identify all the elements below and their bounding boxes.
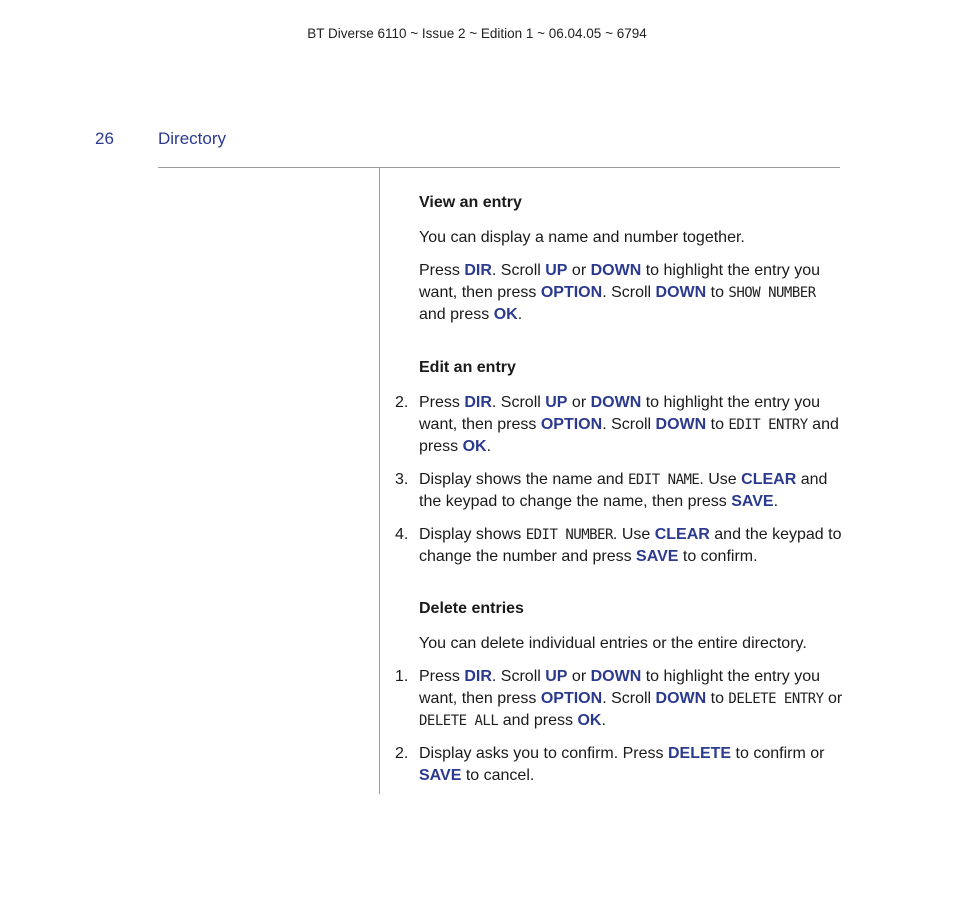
key-down: DOWN: [590, 262, 642, 279]
step-number: 1.: [395, 668, 409, 685]
delete-step-1: 1. Press DIR. Scroll UP or DOWN to highlight the entry you want, then press OPTION. Scroll DOWN to DELETE ENTRY or DELETE ALL and press OK.: [395, 668, 843, 729]
step-number: 2.: [395, 745, 409, 762]
key-clear: CLEAR: [654, 526, 710, 543]
display-text: EDIT ENTRY: [728, 417, 808, 433]
view-entry-heading: View an entry: [419, 194, 522, 211]
edit-step-3: 3. Display shows the name and EDIT NAME. Use CLEAR and the keypad to change the name, then press SAVE.: [395, 471, 828, 510]
key-up: UP: [545, 262, 568, 279]
key-down: DOWN: [655, 416, 707, 433]
display-text: SHOW NUMBER: [728, 285, 816, 301]
key-option: OPTION: [540, 284, 603, 301]
key-option: OPTION: [540, 690, 603, 707]
edit-step-4: 4. Display shows EDIT NUMBER. Use CLEAR and the keypad to change the number and press SAVE to confirm.: [395, 526, 842, 565]
key-dir: DIR: [464, 668, 492, 685]
key-save: SAVE: [636, 548, 679, 565]
key-clear: CLEAR: [741, 471, 797, 488]
key-option: OPTION: [540, 416, 603, 433]
edit-entry-heading: Edit an entry: [419, 359, 516, 376]
key-ok: OK: [577, 712, 602, 729]
section-title: Directory: [158, 129, 227, 148]
display-text: DELETE ENTRY: [728, 691, 824, 707]
header-divider: [158, 167, 840, 168]
edit-step-2: 2. Press DIR. Scroll UP or DOWN to highlight the entry you want, then press OPTION. Scroll DOWN to EDIT ENTRY and press OK.: [395, 394, 839, 455]
step-number: 3.: [395, 471, 409, 488]
key-dir: DIR: [464, 394, 492, 411]
key-save: SAVE: [731, 493, 774, 510]
key-up: UP: [545, 394, 568, 411]
delete-step-2: 2. Display asks you to confirm. Press DELETE to confirm or SAVE to cancel.: [395, 745, 825, 784]
display-text: EDIT NUMBER: [525, 527, 613, 543]
column-divider: [379, 168, 380, 794]
delete-entries-heading: Delete entries: [419, 600, 524, 617]
document-id-header: BT Diverse 6110 ~ Issue 2 ~ Edition 1 ~ 06.04.05 ~ 6794: [307, 26, 647, 41]
display-text: DELETE ALL: [419, 713, 499, 729]
key-up: UP: [545, 668, 568, 685]
display-text: EDIT NAME: [628, 472, 700, 488]
key-ok: OK: [493, 306, 518, 323]
key-down: DOWN: [655, 284, 707, 301]
delete-entries-intro: You can delete individual entries or the entire directory.: [419, 635, 807, 652]
view-entry-intro: You can display a name and number together.: [419, 229, 745, 246]
key-down: DOWN: [590, 394, 642, 411]
key-save: SAVE: [419, 767, 462, 784]
key-delete: DELETE: [667, 745, 732, 762]
key-ok: OK: [462, 438, 487, 455]
view-entry-instructions: Press DIR. Scroll UP or DOWN to highlight the entry you want, then press OPTION. Scroll DOWN to SHOW NUMBER and press OK.: [419, 262, 821, 323]
key-down: DOWN: [655, 690, 707, 707]
step-number: 2.: [395, 394, 409, 411]
step-number: 4.: [395, 526, 409, 543]
key-down: DOWN: [590, 668, 642, 685]
page-number: 26: [95, 129, 114, 148]
key-dir: DIR: [464, 262, 492, 279]
